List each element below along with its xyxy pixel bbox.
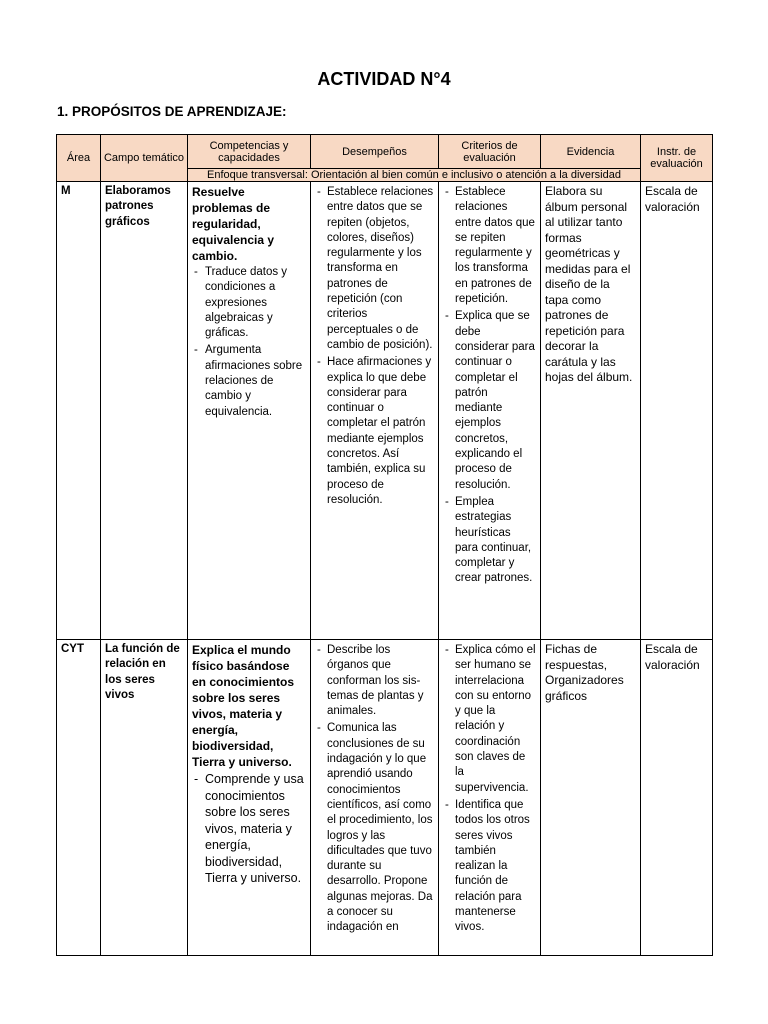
criterios-cell xyxy=(439,640,541,956)
competencia-title: Resuelve problemas de regularidad, equivalencia y cambio. xyxy=(192,185,275,263)
header-evidencia: Evidencia xyxy=(541,135,641,169)
section-title: 1. PROPÓSITOS DE APRENDIZAJE: xyxy=(57,104,287,119)
capacidades-list xyxy=(192,265,306,420)
list-item: - Explica que se debe considerar para continuar o completar el patrón mediante ejemplos concretos, explicando el proceso de resolución. xyxy=(443,309,536,493)
desempenos-cell xyxy=(311,640,439,956)
table-row xyxy=(57,640,713,956)
list-item: - Establece relaciones entre datos que se repiten regularmente y los transforma en patrones de repetición. xyxy=(443,185,536,307)
desempenos-cell xyxy=(311,182,439,640)
instr-cell: Escala de valoración xyxy=(641,182,713,640)
area-cell: M xyxy=(57,182,101,640)
header-row xyxy=(57,135,713,169)
list-item: - Explica cómo el ser humano se interrelaciona con su entorno y que la relación y coordinación son claves de la supervivencia. xyxy=(443,643,536,796)
list-item: - Traduce datos y condiciones a expresiones algebraicas y gráficas. xyxy=(192,265,306,341)
campo-cell: Elaboramos patrones gráficos xyxy=(101,182,188,640)
competencia-cell xyxy=(188,182,311,640)
header-campo: Campo temático xyxy=(101,135,188,182)
header-area: Área xyxy=(57,135,101,182)
evidencia-cell: Fichas de respuestas, Organizadores gráficos xyxy=(541,640,641,956)
header-criterios: Criterios de evaluación xyxy=(439,135,541,169)
capacidades-list xyxy=(192,771,306,887)
header-competencias: Competencias y capacidades xyxy=(188,135,311,169)
list-item: - Establece relaciones entre datos que se repiten (objetos, colores, diseños) regularmente y los transforma en patrones de repetición (con criterios perceptuales o de cambio de posición). xyxy=(315,185,434,353)
list-item: - Describe los órganos que conforman los sis-temas de plantas y animales. xyxy=(315,643,434,719)
learning-purposes-table xyxy=(56,134,713,956)
evidencia-cell: Elabora su álbum personal al utilizar tanto formas geométricas y medidas para el diseño de la tapa como patrones de repetición para decorar la carátula y las hojas del álbum. xyxy=(541,182,641,640)
competencia-title: Explica el mundo físico basándose en conocimientos sobre los seres vivos, materia y energía, biodiversidad, Tierra y universo. xyxy=(192,643,295,769)
list-item: - Comprende y usa conocimientos sobre los seres vivos, materia y energía, biodiversidad, Tierra y universo. xyxy=(192,771,306,887)
table-row xyxy=(57,182,713,640)
desempenos-list xyxy=(315,185,434,508)
header-desempenos: Desempeños xyxy=(311,135,439,169)
criterios-cell xyxy=(439,182,541,640)
header-instr: Instr. de evaluación xyxy=(641,135,713,182)
list-item: - Identifica que todos los otros seres vivos también realizan la función de relación para mantenerse vivos. xyxy=(443,798,536,936)
enfoque-transversal: Enfoque transversal: Orientación al bien común e inclusivo o atención a la diversidad xyxy=(188,169,641,182)
list-item: - Argumenta afirmaciones sobre relaciones de cambio y equivalencia. xyxy=(192,343,306,419)
instr-cell: Escala de valoración xyxy=(641,640,713,956)
list-item: - Hace afirmaciones y explica lo que debe considerar para continuar o completar el patrón mediante ejemplos concretos. Así también, explica su proceso de resolución. xyxy=(315,355,434,508)
criterios-list xyxy=(443,185,536,587)
criterios-list xyxy=(443,643,536,936)
desempenos-list xyxy=(315,643,434,936)
competencia-cell xyxy=(188,640,311,956)
campo-cell: La función de relación en los seres vivos xyxy=(101,640,188,956)
area-cell: CYT xyxy=(57,640,101,956)
list-item: - Comunica las conclusiones de su indagación y lo que aprendió usando conocimientos científicos, así como el procedimiento, los logros y las dificultades que tuvo durante su desarrollo. Propone algunas mejoras. Da a conocer su indagación en xyxy=(315,721,434,935)
list-item: - Emplea estrategias heurísticas para continuar, completar y crear patrones. xyxy=(443,495,536,587)
page-title: ACTIVIDAD N°4 xyxy=(317,69,451,89)
